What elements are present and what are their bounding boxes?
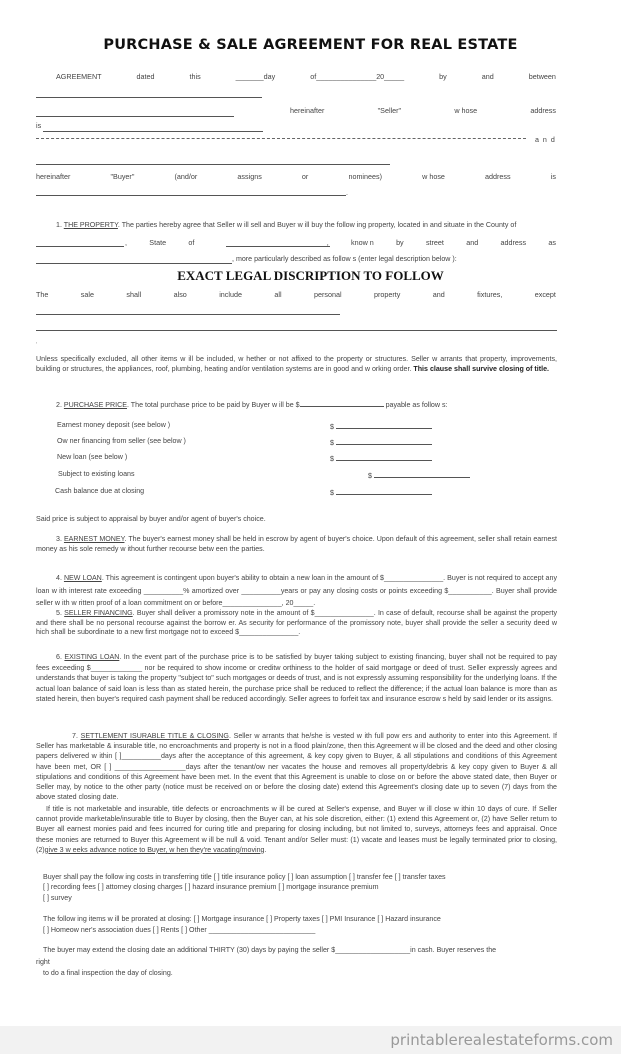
section-number: 6. [56, 653, 62, 661]
section-number: 7. [72, 732, 78, 740]
intro-line-1 [56, 72, 556, 81]
extension-line-1: The buyer may extend the closing date an additional THIRTY (30) days by paying the seller $___________________in cash. Buyer reserves the [43, 946, 497, 954]
section-number: 5. [56, 609, 62, 617]
bold-clause: This clause shall survive closing of title. [413, 364, 550, 373]
intro-line-6 [36, 172, 556, 181]
text: know n [350, 238, 374, 247]
section-4 [36, 572, 557, 610]
text: and [432, 290, 445, 299]
text: nominees) [348, 172, 383, 181]
text: include [219, 290, 242, 299]
text: . [264, 845, 267, 854]
text: "Seller" [377, 106, 402, 115]
section-1-line-1 [56, 221, 516, 231]
appraisal-note: Said price is subject to appraisal by buyer and/or agent of buyer's choice. [36, 515, 266, 523]
text: AGREEMENT [56, 72, 102, 81]
section-heading: PURCHASE PRICE [63, 401, 127, 409]
text: is [550, 172, 556, 181]
section-text: If title is not marketable and insurable, title defects or encroachments w ill be cured at Seller's expense, and Buyer w ill close w ithin 10 days of cure. If Seller cannot provide marketable/insurable title to Buyer by closing, then the Buyer can, at his sole discretion, either: (1) extend this Agreement or, (2) have Seller return to Buyer all earnest monies paid and fees incurred for curing title and preparing for closing including, but not limited to, surveys, attorneys fees and appraisal. Once these monies are returned to Buyer this Agreement w ill be null & void. Tenant and/or Seller must: (1) vacate and leases must be legally terminated prior to closing, (2) [36, 805, 557, 854]
text: or [301, 172, 309, 181]
county-field[interactable] [36, 246, 124, 247]
text: and [481, 72, 494, 81]
section-1-paragraph [36, 355, 557, 374]
text: . [346, 189, 348, 197]
text: by [439, 72, 447, 81]
section-heading: EARNEST MONEY [63, 535, 125, 543]
section-6 [36, 652, 557, 705]
section-5 [36, 609, 557, 638]
section-2-line-1 [56, 399, 447, 411]
costs-line-2[interactable]: [ ] recording fees [ ] attorney closing charges [ ] hazard insurance premium [ ] mortgage insurance premium [43, 883, 379, 891]
section-7-title-paragraph [36, 804, 557, 855]
section-text: . The parties hereby agree that Seller w ill sell and Buyer w ill buy the follow ing property, located in and situate in the County of [117, 221, 517, 229]
earnest-money-field[interactable]: $ [330, 421, 432, 433]
text: of [188, 238, 195, 247]
text: assigns [237, 172, 262, 181]
earnest-money-label: Earnest money deposit (see below ) [57, 421, 171, 429]
extension-line-2: right [36, 958, 50, 966]
prorated-line-1[interactable]: The follow ing items w ill be prorated at closing: [ ] Mortgage insurance [ ] Property taxes [ ] PMI Insurance [ ] Hazard insurance [43, 915, 441, 923]
text: also [173, 290, 187, 299]
text: "Buyer" [110, 172, 135, 181]
text: by [396, 238, 404, 247]
seller-address-line[interactable] [43, 131, 263, 132]
section-number: 4. [56, 574, 62, 582]
new-loan-field[interactable]: $ [330, 453, 432, 465]
new-loan-label: New loan (see below ) [57, 453, 128, 461]
stray-mark: ' [36, 341, 38, 349]
purchase-price-field[interactable] [300, 399, 384, 407]
section-text: payable as follow s: [385, 401, 448, 409]
exceptions-line-1[interactable] [36, 314, 340, 315]
text: The [36, 290, 49, 299]
section-heading: THE PROPERTY [63, 221, 118, 229]
section-heading: EXISTING LOAN [64, 653, 120, 661]
text: sale [80, 290, 94, 299]
owner-financing-label: Ow ner financing from seller (see below ) [57, 437, 186, 445]
prorated-line-2[interactable]: [ ] Homeow ner's association dues [ ] Rents [ ] Other ___________________________ [43, 926, 316, 934]
section-1-line-5 [36, 290, 556, 299]
section-text: . Buyer shall deliver a promissory note in the amount of $_______________. In case of default, recourse shall be against the property and there shall be no personal recourse against the borrow er. As security for performance of the promissory note, buyer shall provide the seller a security deed w hich shall be subordinate to a new first mortgage not to exceed $_______________. [36, 609, 557, 636]
text: , [125, 238, 127, 247]
existing-loans-label: Subject to existing loans [58, 470, 135, 478]
text: address [500, 238, 527, 247]
section-text: , more particularly described as follow s (enter legal description below ): [232, 255, 457, 263]
section-3 [36, 535, 557, 554]
watermark-text: printablerealestateforms.com [390, 1031, 613, 1049]
section-1-line-2 [125, 238, 556, 247]
text: address [530, 106, 556, 115]
section-text: . In the event part of the purchase price is to be satisfied by buyer taking subject to existing financing, buyer shall not be required to pay fees exceeding $_____________ nor be required to show income or creditw orthiness to the holder of said mortgage or deed of trust. Seller expressly agrees and understands that buyer is taking the property "subject to" such mortgages or deeds of trust, and is not expressly assuming responsibility for the underlying loans. If the actual loan balance of said loan is less than as stated herein, the purchase price shall be reduced to reflect the difference; if the actual loan balance is more than as stated herein, then buyer's required cash payment shall be reduced accordingly. Seller agrees to forfeit tax and insurance escrow s held by said lender or its assigns. [36, 653, 557, 704]
extension-line-3: to do a final inspection the day of closing. [43, 969, 173, 977]
text: hereinafter [290, 106, 325, 115]
text: shall [126, 290, 142, 299]
section-number: 3. [56, 535, 62, 543]
text: State [149, 238, 167, 247]
month-year-field[interactable]: of_______________20_____ [310, 72, 405, 81]
text: fixtures, [477, 290, 503, 299]
text: hereinafter [36, 172, 71, 181]
footer-bar [0, 1026, 621, 1054]
section-heading: SETTLEMENT ISURABLE TITLE & CLOSING [80, 732, 229, 740]
text: between [528, 72, 556, 81]
text: personal [313, 290, 342, 299]
existing-loans-field[interactable]: $ [368, 470, 470, 482]
text: all [274, 290, 282, 299]
text: w hose [454, 106, 478, 115]
costs-line-1[interactable]: Buyer shall pay the follow ing costs in transferring title [ ] title insurance policy [ ] loan assumption [ ] transfer fee [ ] transfer taxes [43, 873, 446, 881]
seller-name-line-2[interactable] [36, 116, 234, 117]
text: property [373, 290, 401, 299]
cash-balance-label: Cash balance due at closing [55, 487, 145, 495]
text: w hose [422, 172, 445, 181]
costs-line-3[interactable]: [ ] survey [43, 894, 72, 902]
text: , [326, 238, 329, 247]
intro-is: is [36, 122, 42, 130]
section-text: . The total purchase price to be paid by Buyer w ill be $ [126, 401, 300, 409]
street-address-field[interactable] [36, 263, 232, 264]
text: dated [136, 72, 155, 81]
seller-address-dashed-line[interactable] [36, 138, 526, 139]
cash-balance-field[interactable]: $ [330, 487, 432, 499]
buyer-name-line[interactable] [36, 164, 390, 165]
and-text: a n d [535, 136, 556, 144]
legal-description-heading: EXACT LEGAL DISCRIPTION TO FOLLOW [177, 268, 444, 283]
day-field[interactable]: _______day [235, 72, 276, 81]
owner-financing-field[interactable]: $ [330, 437, 432, 449]
underlined-clause: give 3 w eeks advance notice to Buyer, w hen they're vacating/moving [44, 845, 265, 854]
section-text: Unless specifically excluded, all other items w ill be included, w hether or not affixed to the property or structures. Seller w arrants that property, improvements, building or structures, the appliances, roof, plumbing, heating and/or ventilation systems are in good and w orking order. [36, 355, 557, 373]
section-heading: NEW LOAN [63, 574, 102, 582]
document-title: PURCHASE & SALE AGREEMENT FOR REAL ESTATE [103, 37, 518, 53]
text: (and/or [174, 172, 198, 181]
section-number: 2. [56, 401, 62, 409]
text: street [425, 238, 444, 247]
section-text: . Seller w arrants that he/she is vested w ith full pow ers and authority to enter into this Agreement. If Seller has marketable & insurable title, no encroachments and property is not in a flood plain/zone, then this Agreement w ill be closed and the deed and other closing papers delivered w ithin [ ]__________days after the acceptance of this agreement, & key copy given to Buyer, & all stipulations and conditions of this Agreement have been met, OR [ ] __________________days after the tenant/ow ner vacates the house and removes all property/debris & key copy given to Buyer & all stipulations and conditions of this Agreement have been met. In the event that this Agreement is unable to close on or before the above stated date, then Buyer or Seller may, by notice to the other party (notice must be received on or before the closing date) extend this Agreement's closing date up to seven (7) days from the above stated closing date. [36, 732, 557, 802]
text: this [189, 72, 201, 81]
exceptions-line-2[interactable] [36, 330, 557, 331]
section-text: . This agreement is contingent upon buyer's ability to obtain a new loan in the amount of $_______________. Buyer is not required to accept any loan w ith interest rate exceeding __________% amortized over __________years or pay any closing costs or points exceeding $___________. Buyer shall provide seller w ith w ritten proof of a loan commitment on or before_______________, 20_____. [36, 574, 557, 607]
text: except [534, 290, 556, 299]
text: as [548, 238, 556, 247]
section-text: . The buyer's earnest money shall be held in escrow by agent of buyer's choice. Upon default of this agreement, seller shall retain earnest money as his sole remedy w ithout further recourse betw een the parties. [36, 535, 557, 553]
text: address [485, 172, 511, 181]
section-number: 1. [56, 221, 62, 229]
text: and [466, 238, 479, 247]
intro-line-3 [290, 106, 556, 115]
section-heading: SELLER FINANCING [64, 609, 133, 617]
buyer-address-line[interactable] [36, 195, 346, 196]
section-7 [36, 731, 557, 802]
seller-name-line-1[interactable] [36, 97, 262, 98]
